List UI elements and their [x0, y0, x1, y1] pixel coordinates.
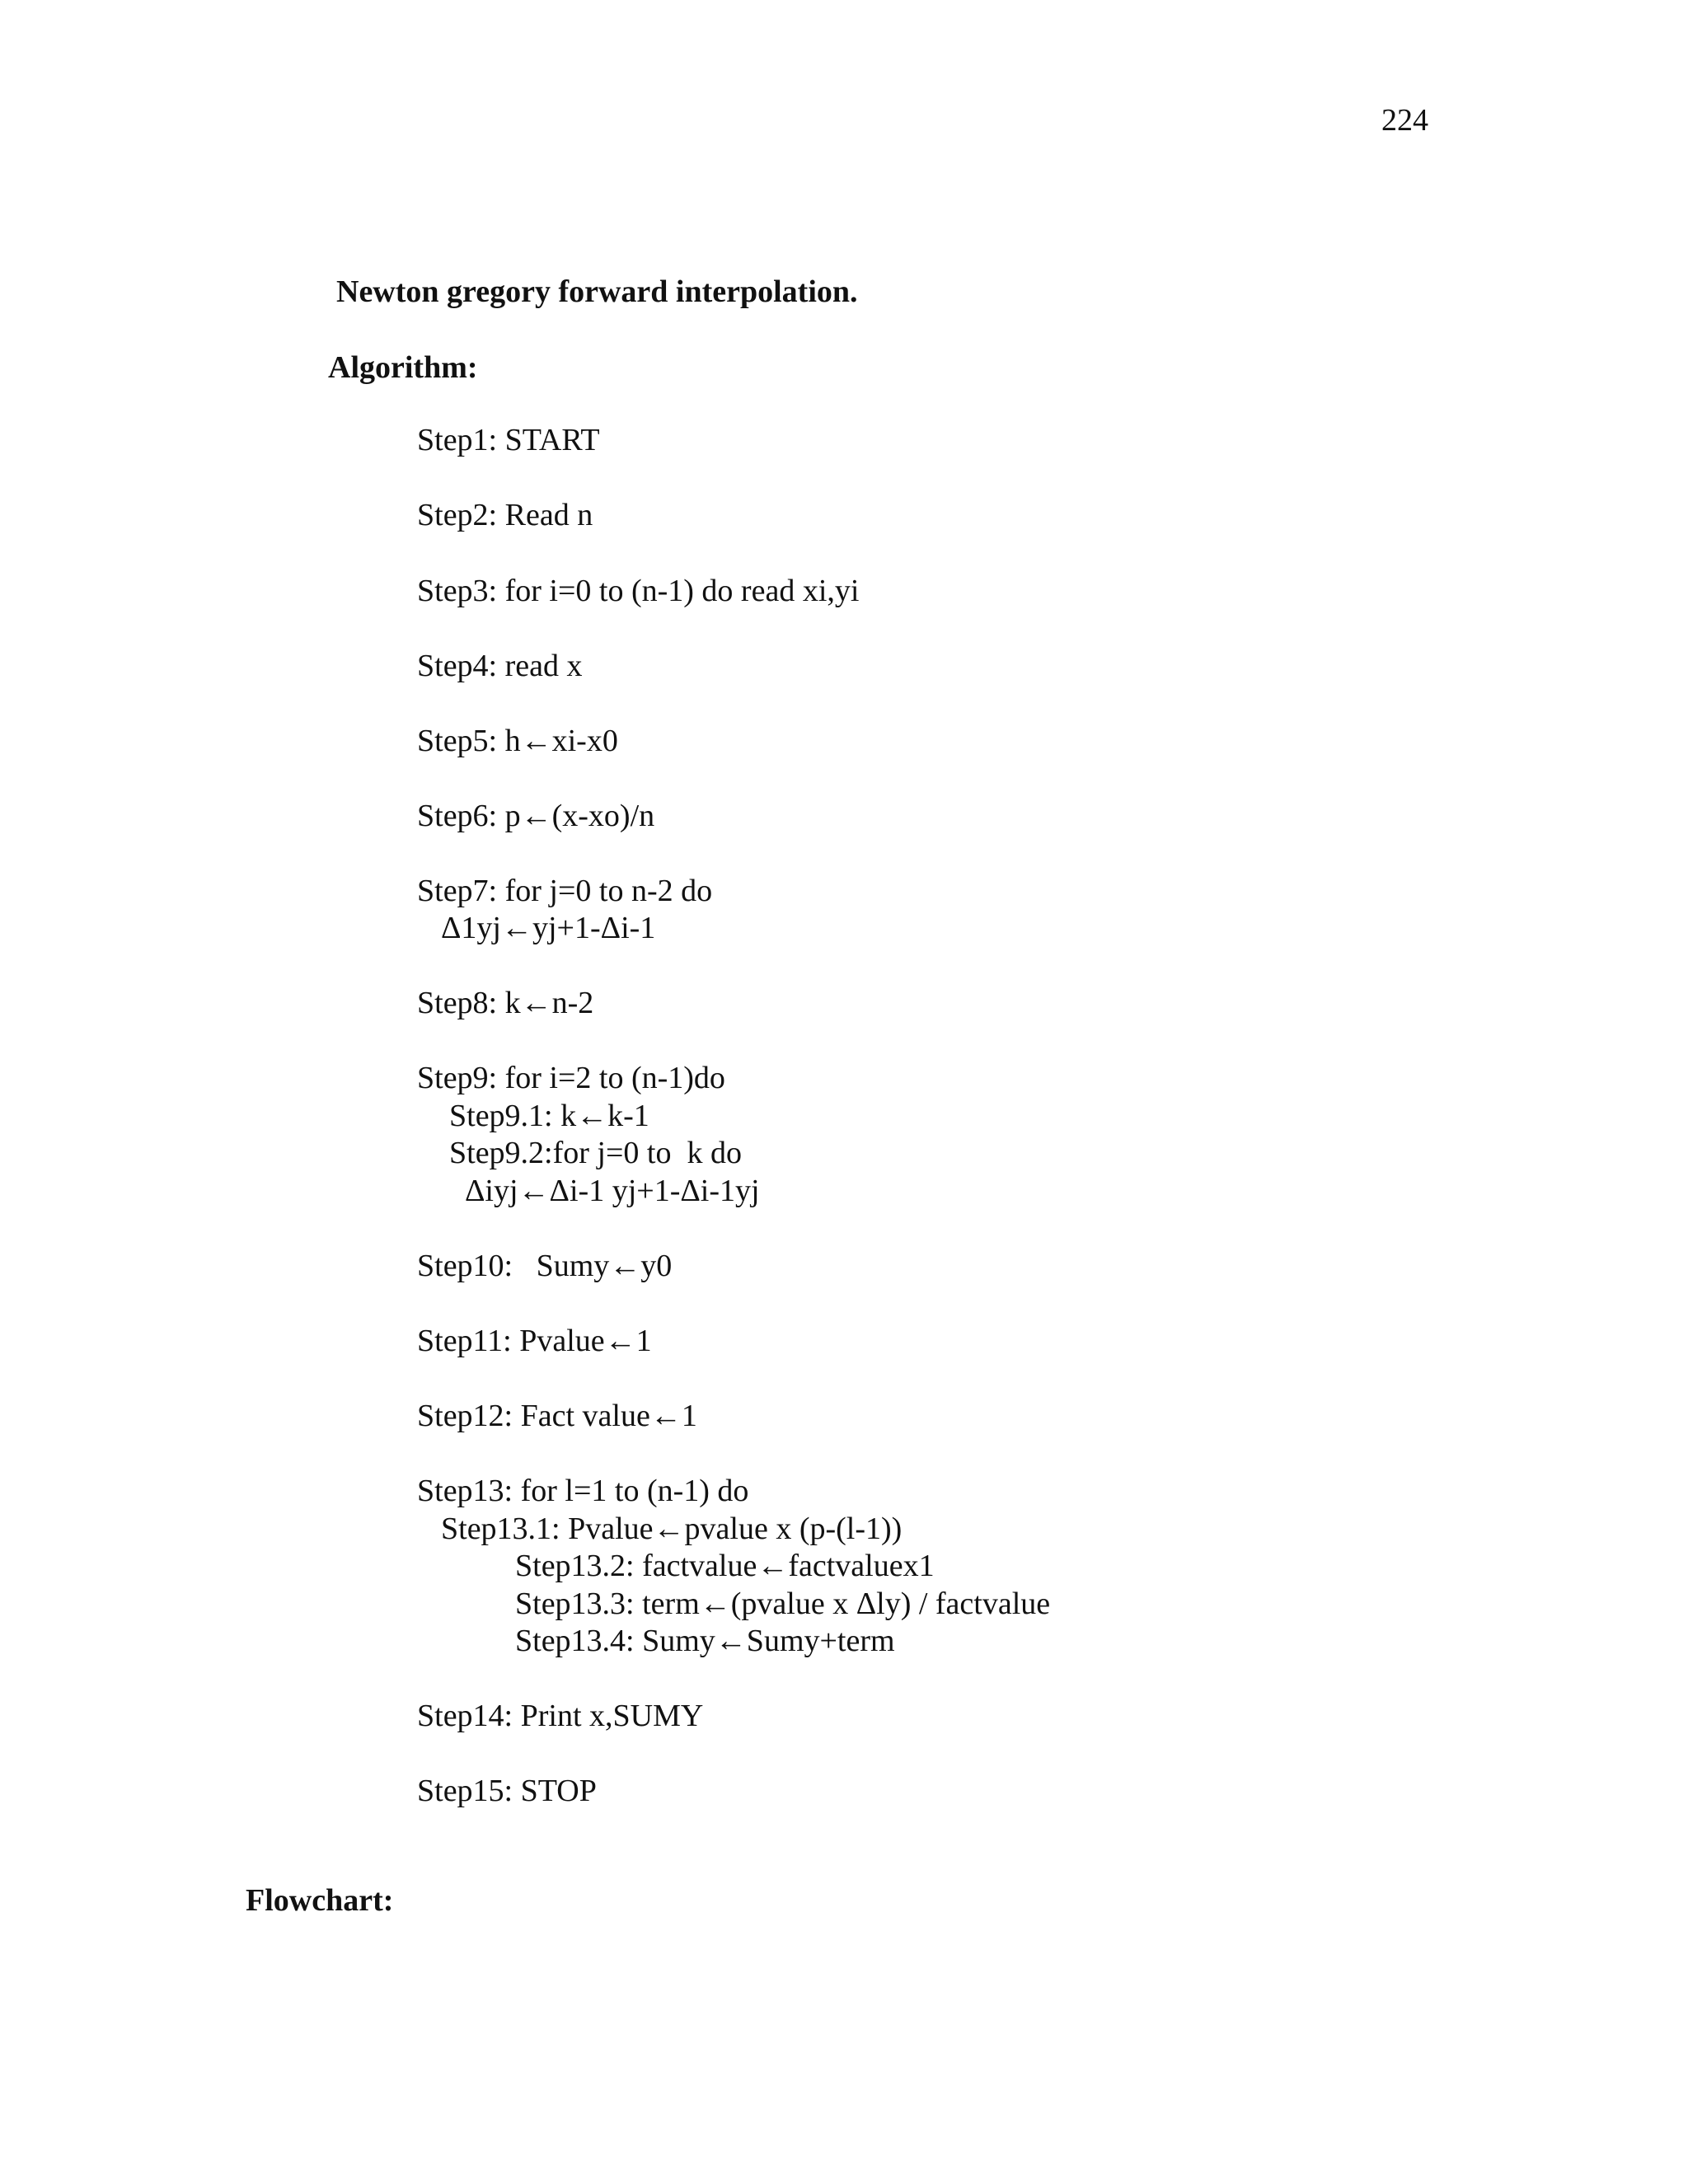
section-title: Newton gregory forward interpolation. [336, 274, 858, 309]
step-15: Step15: STOP [417, 1774, 597, 1808]
step-7-body: Δ1yj←yj+1-Δi-1 [441, 911, 656, 945]
step-14: Step14: Print x,SUMY [417, 1699, 704, 1733]
step-13-1: Step13.1: Pvalue←pvalue x (p-(l-1)) [441, 1511, 903, 1546]
step-8: Step8: k←n-2 [417, 986, 594, 1020]
flowchart-label: Flowchart: [246, 1883, 394, 1918]
step-7: Step7: for j=0 to n-2 do [417, 874, 713, 908]
step-10: Step10: Sumy←y0 [417, 1249, 673, 1283]
step-4: Step4: read x [417, 649, 583, 683]
step-1: Step1: START [417, 423, 600, 457]
step-13-2: Step13.2: factvalue←factvaluex1 [515, 1549, 935, 1583]
page-number: 224 [1381, 103, 1428, 138]
step-6: Step6: p←(x-xo)/n [417, 799, 655, 833]
algorithm-label: Algorithm: [328, 350, 478, 385]
step-11: Step11: Pvalue←1 [417, 1324, 652, 1358]
step-13: Step13: for l=1 to (n-1) do [417, 1474, 749, 1508]
step-5: Step5: h←xi-x0 [417, 724, 618, 758]
step-12: Step12: Fact value←1 [417, 1399, 697, 1433]
step-9-1: Step9.1: k←k-1 [449, 1099, 649, 1133]
step-13-3: Step13.3: term←(pvalue x Δly) / factvalue [515, 1586, 1051, 1621]
step-2: Step2: Read n [417, 498, 593, 532]
step-9-2: Step9.2:for j=0 to k do [449, 1136, 742, 1170]
step-9-2-body: Δiyj←Δi-1 yj+1-Δi-1yj [465, 1174, 760, 1208]
step-13-4: Step13.4: Sumy←Sumy+term [515, 1624, 895, 1658]
step-9: Step9: for i=2 to (n-1)do [417, 1061, 725, 1095]
step-3: Step3: for i=0 to (n-1) do read xi,yi [417, 574, 860, 608]
